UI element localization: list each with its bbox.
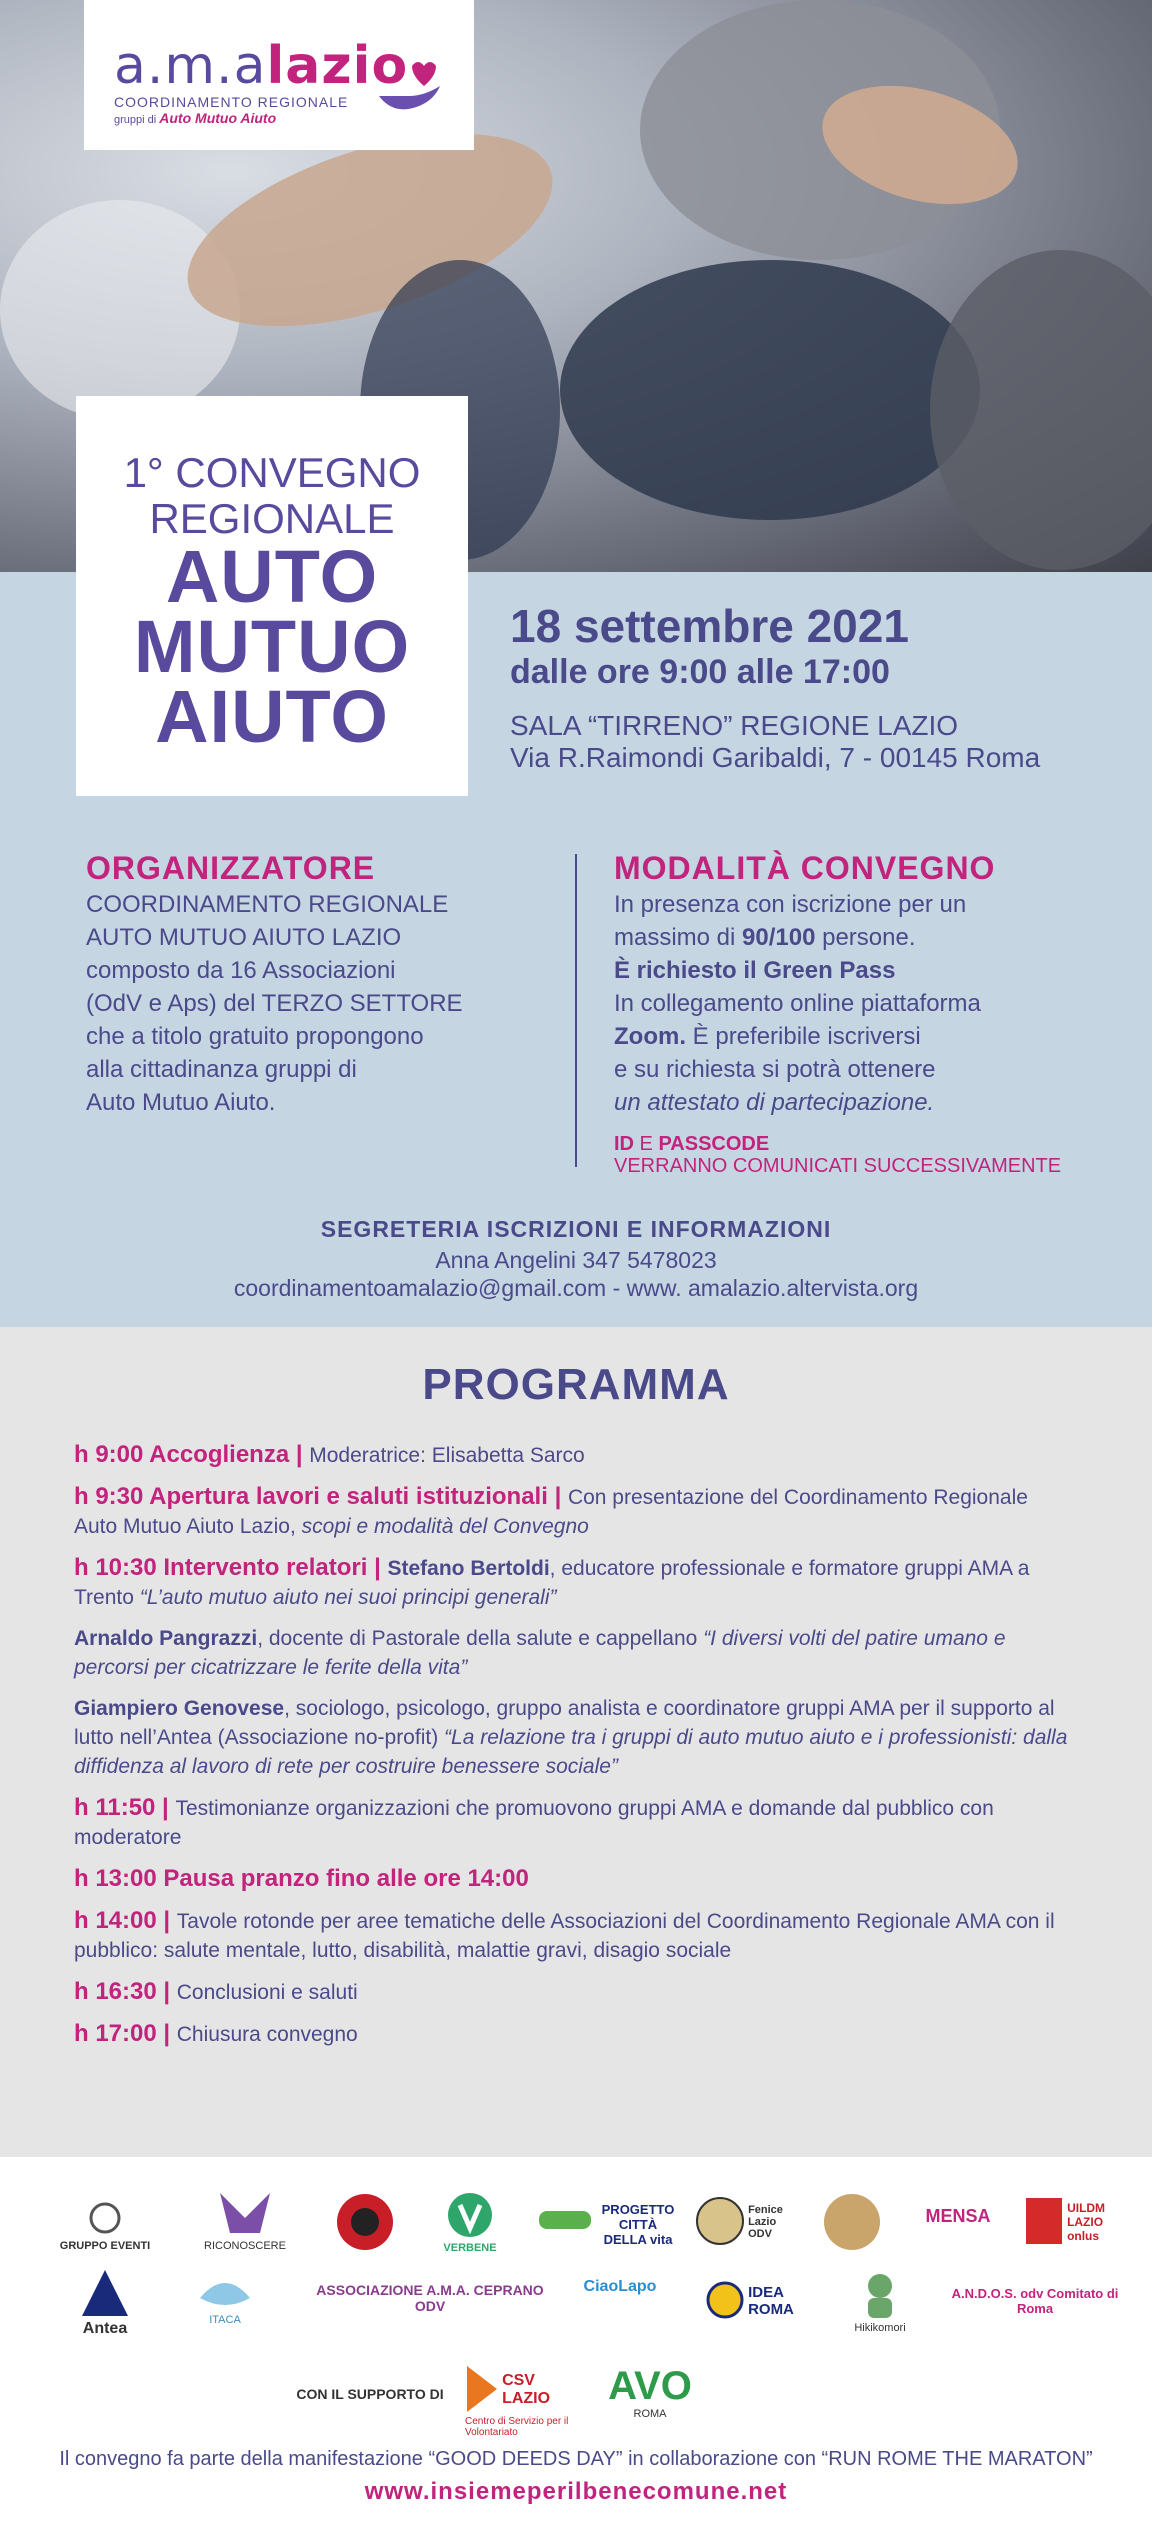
antea-icon	[80, 2268, 130, 2318]
event-time: dalle ore 9:00 alle 17:00	[510, 653, 890, 691]
organizer-text: COORDINAMENTO REGIONALE AUTO MUTUO AIUTO LAZIO composto da 16 Associazioni (OdV e Aps) del TERZO SETTORE che a titolo gratuito propongono alla cittadinanza gruppi di Auto Mutuo Aiuto.	[86, 891, 463, 1116]
csv-icon	[465, 2364, 499, 2414]
secretariat	[0, 1212, 1152, 1302]
event-date: 18 settembre 2021	[510, 600, 909, 652]
idea-icon	[705, 2280, 745, 2320]
sponsor-ciaolapo: CiaoLapo	[583, 2278, 657, 2295]
hand-heart-icon	[374, 56, 444, 116]
id-passcode-note: ID E PASSCODE	[614, 1133, 770, 1155]
title-line-1: 1° CONVEGNO	[123, 449, 421, 496]
programme-item: Giampiero Genovese, sociologo, psicologo, gruppo analista e coordinatore gruppi AMA per il supporto al lutto nell’Antea (Associazione no-profit) “La relazione tra i gruppi di auto mutuo aiuto e i professionisti: dalla diffidenza al lavoro di rete per costruire benessere sociale”	[74, 1697, 1068, 1778]
programme-item: Arnaldo Pangrazzi, docente di Pastorale della salute e cappellano “I diversi volti del patire umano e percorsi per cicatrizzare le ferite della vita”	[74, 1627, 1006, 1679]
programme-item: h 13:00 Pausa pranzo fino alle ore 14:00	[74, 1865, 529, 1892]
programme-item: h 9:00 Accoglienza | Moderatrice: Elisabetta Sarco	[74, 1441, 585, 1468]
title-line-4: MUTUO	[133, 605, 411, 688]
logo-tagline: gruppi di Auto Mutuo Aiuto	[114, 110, 277, 126]
jester-icon	[215, 2188, 275, 2238]
email-link[interactable]: coordinamentoamalazio@gmail.com	[233, 1275, 607, 1301]
sponsor-verbene: VERBENE	[425, 2190, 515, 2254]
programme-title: PROGRAMMA	[422, 1360, 730, 1409]
programme-item: h 17:00 | Chiusura convegno	[74, 2020, 358, 2047]
event-details	[510, 600, 1040, 774]
modality-heading: MODALITÀ CONVEGNO	[614, 850, 996, 886]
sponsor-andos: A.N.D.O.S. odv Comitato di Roma	[951, 2286, 1119, 2316]
footer-url[interactable]: www.insiemeperilbenecomune.net	[364, 2478, 788, 2505]
footer-note: Il convegno fa parte della manifestazione “GOOD DEEDS DAY” in collaborazione con “RUN ROME THE MARATON”	[59, 2448, 1093, 2470]
ama-lazio-logo	[84, 0, 474, 150]
sponsor-progetto-citta: PROGETTO CITTÀ DELLA vita	[601, 2202, 675, 2247]
programme-list	[74, 1440, 1074, 2061]
column-divider	[575, 854, 577, 1167]
itaca-icon	[195, 2268, 255, 2312]
fenice-icon	[695, 2196, 745, 2246]
sponsor-gruppo-eventi: GRUPPO EVENTI	[30, 2198, 180, 2252]
organizer-heading: ORGANIZZATORE	[86, 850, 376, 886]
sponsor-csv-lazio: CSV LAZIO Centro di Servizio per il Volontariato	[465, 2364, 575, 2438]
sponsor-uildm: UILDM LAZIO onlus	[1024, 2196, 1134, 2248]
programme-item: h 10:30 Intervento relatori | Stefano Bertoldi, educatore professionale e formatore gruppi AMA a Trento “L’auto mutuo aiuto nei suoi principi generali”	[74, 1554, 1030, 1609]
sponsor-antea: Antea	[65, 2268, 145, 2338]
logo-text-lazio: lazio	[266, 36, 409, 96]
sponsor-mensa: MENSA	[925, 2206, 991, 2226]
modality-column	[614, 848, 1134, 1177]
support-label: CON IL SUPPORTO DI	[296, 2386, 444, 2402]
event-title-box	[76, 396, 468, 796]
logo-subtitle: COORDINAMENTO REGIONALE	[114, 94, 349, 110]
event-venue: SALA “TIRRENO” REGIONE LAZIO	[510, 710, 959, 741]
programme-item: h 11:50 | Testimonianze organizzazioni che promuovono gruppi AMA e domande dal pubblico con moderatore	[74, 1794, 994, 1849]
programme-item: h 16:30 | Conclusioni e saluti	[74, 1978, 358, 2005]
sponsor-red-logo	[325, 2192, 405, 2254]
website-link[interactable]: www. amalazio.altervista.org	[626, 1275, 919, 1301]
title-line-2: REGIONALE	[149, 495, 395, 542]
sponsor-green-logo	[535, 2203, 595, 2235]
secretariat-contact: Anna Angelini 347 5478023	[435, 1247, 717, 1273]
sponsor-idea-roma: IDEA ROMA	[705, 2280, 815, 2322]
heart-circle-icon	[330, 2192, 400, 2252]
green-emblem-icon	[537, 2203, 593, 2233]
lamp-icon	[819, 2192, 885, 2252]
secretariat-links: coordinamentoamalazio@gmail.com - www. amalazio.altervista.org	[233, 1275, 919, 1301]
sponsor-hikikomori: Hikikomori	[845, 2270, 915, 2334]
secretariat-heading: SEGRETERIA ISCRIZIONI E INFORMAZIONI	[320, 1216, 832, 1242]
id-passcode-info: VERRANNO COMUNICATI SUCCESSIVAMENTE	[614, 1155, 1062, 1177]
sponsor-ama-ceprano: ASSOCIAZIONE A.M.A. CEPRANO ODV	[316, 2282, 544, 2314]
hikikomori-icon	[858, 2270, 902, 2320]
logo-text-ama: a.m.a	[114, 36, 267, 96]
leaf-icon	[445, 2190, 495, 2240]
sponsor-riconoscere: RICONOSCERE	[200, 2188, 290, 2252]
sponsor-itaca: ITACA	[180, 2268, 270, 2326]
programme-item: h 14:00 | Tavole rotonde per aree tematiche delle Associazioni del Coordinamento Regionale AMA con il pubblico: salute mentale, lutto, disabilità, malattie gravi, disagio sociale	[74, 1907, 1055, 1962]
sponsor-fenice: Fenice Lazio ODV	[695, 2196, 805, 2248]
title-line-5: AIUTO	[155, 675, 389, 758]
uildm-icon	[1024, 2196, 1064, 2246]
modality-text: In presenza con iscrizione per un massimo di 90/100 persone. È richiesto il Green Pass In collegamento online piattaforma Zoom. È preferibile iscriversi e su richiesta si potrà ottenere un attestato di partecipazione.	[614, 891, 981, 1116]
event-address: Via R.Raimondi Garibaldi, 7 - 00145 Roma	[510, 742, 1041, 773]
sponsor-round-logo	[812, 2192, 892, 2254]
sponsor-avo-roma: AVO ROMA	[608, 2364, 692, 2420]
programme-item: h 9:30 Apertura lavori e saluti istituzionali | Con presentazione del Coordinamento Regionale Auto Mutuo Aiuto Lazio, scopi e modalità del Convegno	[74, 1483, 1028, 1538]
organizer-column	[86, 848, 566, 1119]
spiral-icon	[85, 2198, 125, 2238]
title-line-3: AUTO	[165, 535, 379, 618]
